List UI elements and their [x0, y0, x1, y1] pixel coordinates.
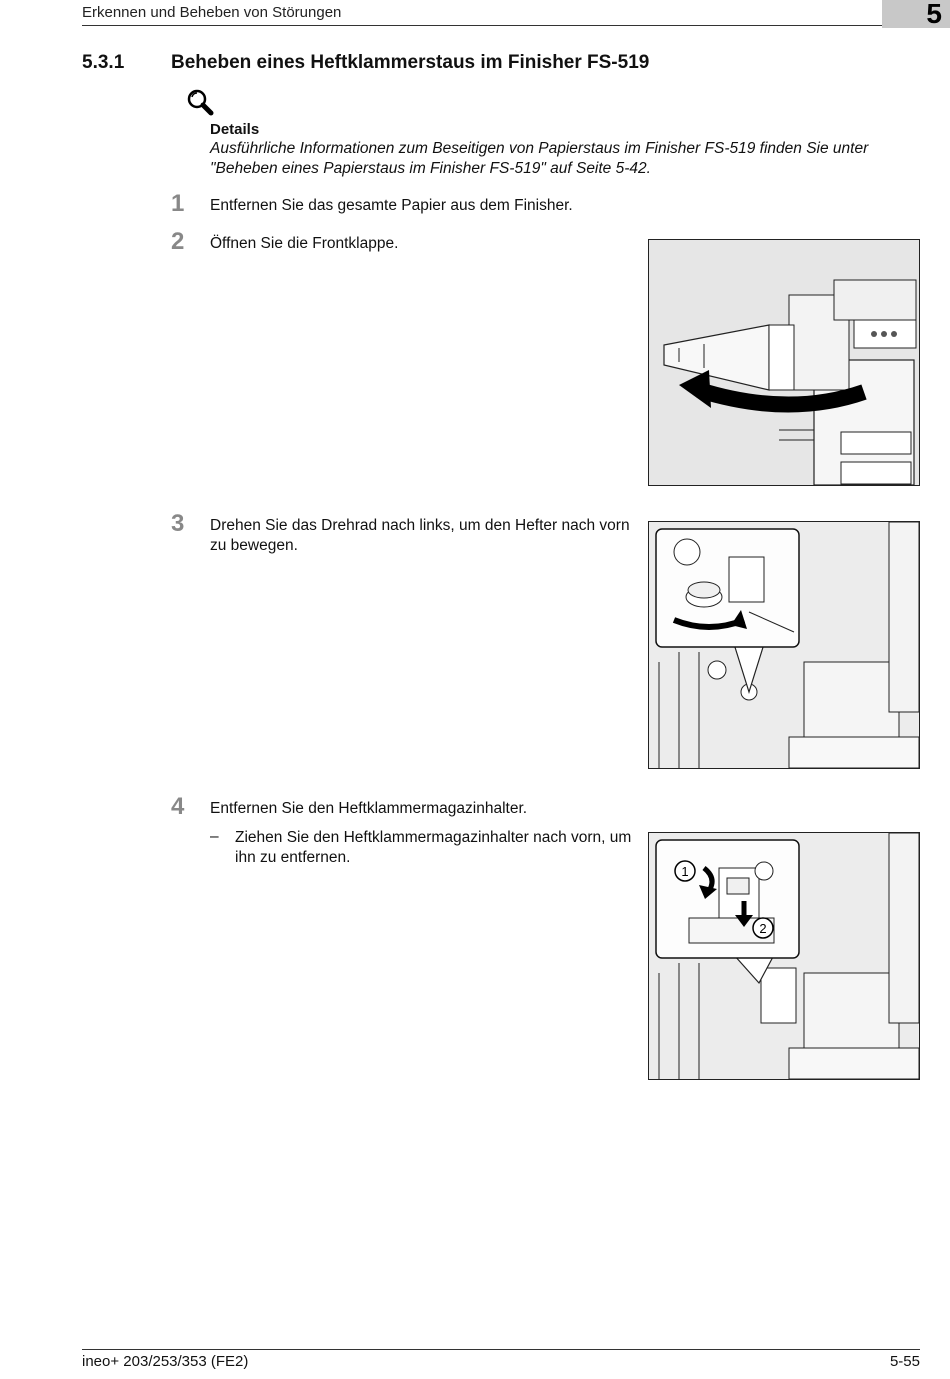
callout-2: 2	[759, 921, 767, 936]
step-3-number: 3	[171, 510, 185, 537]
details-label: Details	[210, 121, 260, 138]
details-text: Ausführliche Informationen zum Beseitigen von Papierstaus im Finisher FS-519 finden Sie unter "Beheben eines Papierstaus im Finisher FS-519" auf Seite 5-42.	[210, 140, 869, 177]
step-4-text: Entfernen Sie den Heftklammermagazinhalter.	[210, 800, 528, 817]
step-4-number: 4	[171, 793, 185, 820]
step-3-text: Drehen Sie das Drehrad nach links, um den Hefter nach vorn zu bewegen.	[210, 517, 630, 554]
chapter-tab	[882, 0, 950, 28]
running-header: Erkennen und Beheben von Störungen	[82, 4, 342, 21]
callout-1: 1	[681, 864, 689, 879]
footer-model: ineo+ 203/253/353 (FE2)	[82, 1353, 249, 1370]
step-1-text: Entfernen Sie das gesamte Papier aus dem Finisher.	[210, 197, 573, 214]
page-number: 5-55	[889, 1353, 920, 1370]
footer-rule	[82, 1349, 920, 1350]
section-title: Beheben eines Heftklammerstaus im Finisher FS-519	[171, 52, 650, 73]
step-4-sub-dash: –	[210, 828, 219, 845]
figure-remove-cartridge-holder	[648, 832, 920, 1080]
step-2-number: 2	[171, 228, 185, 255]
section-number: 5.3.1	[82, 52, 125, 73]
figure-open-front-door	[648, 239, 920, 486]
chapter-number: 5	[926, 0, 942, 29]
step-2-text: Öffnen Sie die Frontklappe.	[210, 235, 399, 252]
magnifier-icon	[186, 88, 214, 116]
figure-turn-dial	[648, 521, 920, 769]
header-rule	[82, 25, 882, 26]
step-1-number: 1	[171, 190, 185, 217]
step-4-sub-text: Ziehen Sie den Heftklammermagazinhalter nach vorn, um ihn zu entfernen.	[235, 829, 632, 866]
